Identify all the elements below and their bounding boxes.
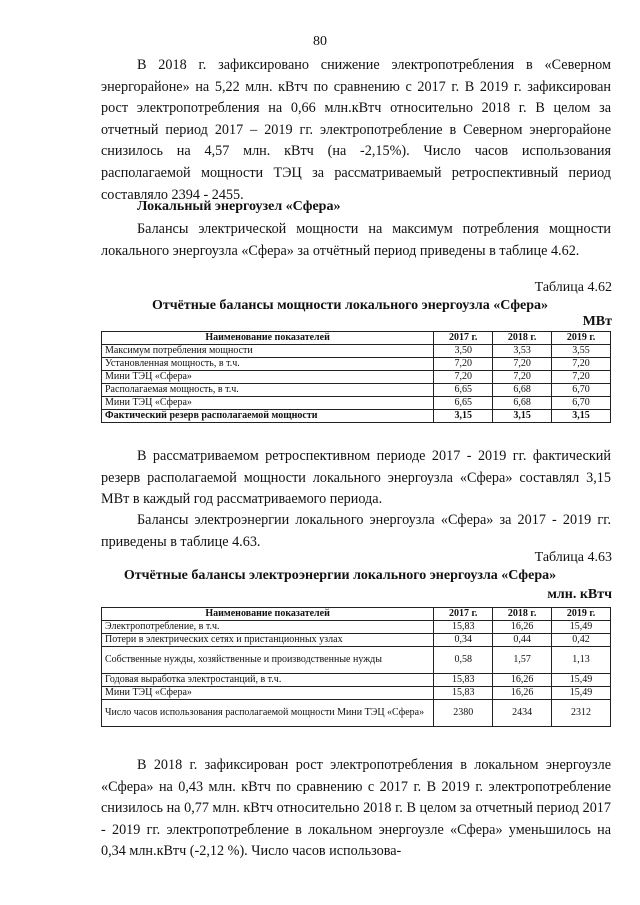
cell-value: 16,26 bbox=[493, 674, 552, 687]
row-label: Потери в электрических сетях и пристанционных узлах bbox=[102, 634, 434, 647]
table1-unit: МВт bbox=[582, 314, 612, 329]
table-row bbox=[102, 621, 611, 634]
cell-value: 3,55 bbox=[552, 345, 611, 358]
cell-value: 15,83 bbox=[434, 674, 493, 687]
cell-value: 2380 bbox=[434, 700, 493, 727]
table-row bbox=[102, 345, 611, 358]
cell-value: 0,42 bbox=[552, 634, 611, 647]
column-header: Наименование показателей bbox=[102, 608, 434, 621]
cell-value: 3,15 bbox=[552, 410, 611, 423]
cell-value: 6,68 bbox=[493, 397, 552, 410]
cell-value: 16,26 bbox=[493, 687, 552, 700]
row-label: Мини ТЭЦ «Сфера» bbox=[102, 371, 434, 384]
row-label: Собственные нужды, хозяйственные и производственные нужды bbox=[102, 647, 434, 674]
column-header: 2018 г. bbox=[493, 608, 552, 621]
cell-value: 1,13 bbox=[552, 647, 611, 674]
cell-value: 16,26 bbox=[493, 621, 552, 634]
row-label: Установленная мощность, в т.ч. bbox=[102, 358, 434, 371]
table-row-total bbox=[102, 410, 611, 423]
cell-value: 7,20 bbox=[434, 358, 493, 371]
row-label: Фактический резерв располагаемой мощности bbox=[102, 410, 434, 423]
cell-value: 7,20 bbox=[434, 371, 493, 384]
table-header-row bbox=[102, 608, 611, 621]
table-row bbox=[102, 687, 611, 700]
cell-value: 6,65 bbox=[434, 397, 493, 410]
cell-value: 15,83 bbox=[434, 621, 493, 634]
paragraph-power-intro: Балансы электрической мощности на максимум потребления мощности локального энергоузла «Сфера» за отчётный период приведены в таблице 4.62. bbox=[101, 221, 611, 259]
table-header-row bbox=[102, 332, 611, 345]
row-label: Электропотребление, в т.ч. bbox=[102, 621, 434, 634]
cell-value: 15,49 bbox=[552, 687, 611, 700]
table2-caption: Отчётные балансы электроэнергии локального энергоузла «Сфера» bbox=[123, 568, 557, 583]
table2-label: Таблица 4.63 bbox=[534, 550, 612, 565]
cell-value: 1,57 bbox=[493, 647, 552, 674]
table1-label: Таблица 4.62 bbox=[534, 280, 612, 295]
cell-value: 6,70 bbox=[552, 397, 611, 410]
column-header: 2018 г. bbox=[493, 332, 552, 345]
table-row bbox=[102, 700, 611, 727]
section-heading: Локальный энергоузел «Сфера» bbox=[137, 199, 341, 214]
cell-value: 6,68 bbox=[493, 384, 552, 397]
cell-value: 15,49 bbox=[552, 621, 611, 634]
column-header: 2017 г. bbox=[434, 608, 493, 621]
paragraph-reserve: В рассматриваемом ретроспективном периоде 2017 - 2019 гг. фактический резерв располагаемой мощности локального энергоузла «Сфера» составлял 3,15 МВт в каждый год рассматриваемого периода. bbox=[101, 448, 611, 508]
table1-caption: Отчётные балансы мощности локального энергоузла «Сфера» bbox=[151, 298, 549, 313]
cell-value: 3,15 bbox=[493, 410, 552, 423]
row-label: Мини ТЭЦ «Сфера» bbox=[102, 687, 434, 700]
table-row bbox=[102, 634, 611, 647]
row-label: Число часов использования располагаемой мощности Мини ТЭЦ «Сфера» bbox=[102, 700, 434, 727]
cell-value: 15,83 bbox=[434, 687, 493, 700]
cell-value: 0,34 bbox=[434, 634, 493, 647]
column-header: 2017 г. bbox=[434, 332, 493, 345]
table-row bbox=[102, 371, 611, 384]
row-label: Располагаемая мощность, в т.ч. bbox=[102, 384, 434, 397]
cell-value: 7,20 bbox=[552, 371, 611, 384]
table2-unit: млн. кВтч bbox=[547, 587, 612, 602]
cell-value: 0,44 bbox=[493, 634, 552, 647]
cell-value: 15,49 bbox=[552, 674, 611, 687]
row-label: Максимум потребления мощности bbox=[102, 345, 434, 358]
row-label: Годовая выработка электростанций, в т.ч. bbox=[102, 674, 434, 687]
paragraph-energy-dynamics: В 2018 г. зафиксирован рост электропотребления в локальном энергоузле «Сфера» на 0,43 млн. кВтч по сравнению с 2017 г. В 2019 г. электропотребление снизилось на 0,77 млн. кВтч относительно 2018 г. В целом за отчетный период 2017 - 2019 гг. электропотребление в локальном энергоузле «Сфера» уменьшилось на 0,34 млн.кВтч (-2,12 %). Число часов использова- bbox=[101, 757, 611, 860]
cell-value: 3,15 bbox=[434, 410, 493, 423]
table-row bbox=[102, 358, 611, 371]
column-header: 2019 г. bbox=[552, 332, 611, 345]
cell-value: 2312 bbox=[552, 700, 611, 727]
paragraph-energy-intro: Балансы электроэнергии локального энергоузла «Сфера» за 2017 - 2019 гг. приведены в таблице 4.63. bbox=[101, 512, 611, 550]
paragraph-north-region: В 2018 г. зафиксировано снижение электропотребления в «Северном энергорайоне» на 5,22 млн. кВтч по сравнению с 2017 г. В 2019 г. зафиксирован рост электропотребления на 0,66 млн.кВтч относительно 2018 г. В целом за отчетный период 2017 – 2019 гг. электропотребление в Северном энергорайоне снизилось на 4,57 млн. кВтч (на -2,15%). Число часов использования располагаемой мощности ТЭЦ за рассматриваемый ретроспективный период составляло 2394 - 2455. bbox=[101, 57, 611, 203]
energy-balance-table bbox=[101, 607, 611, 727]
column-header: Наименование показателей bbox=[102, 332, 434, 345]
cell-value: 7,20 bbox=[493, 358, 552, 371]
table-row bbox=[102, 397, 611, 410]
power-balance-table bbox=[101, 331, 611, 423]
table-row bbox=[102, 647, 611, 674]
cell-value: 0,58 bbox=[434, 647, 493, 674]
page-number: 80 bbox=[313, 34, 327, 49]
cell-value: 6,65 bbox=[434, 384, 493, 397]
cell-value: 2434 bbox=[493, 700, 552, 727]
row-label: Мини ТЭЦ «Сфера» bbox=[102, 397, 434, 410]
cell-value: 3,53 bbox=[493, 345, 552, 358]
cell-value: 7,20 bbox=[493, 371, 552, 384]
table-row bbox=[102, 384, 611, 397]
cell-value: 3,50 bbox=[434, 345, 493, 358]
table-row bbox=[102, 674, 611, 687]
cell-value: 6,70 bbox=[552, 384, 611, 397]
cell-value: 7,20 bbox=[552, 358, 611, 371]
column-header: 2019 г. bbox=[552, 608, 611, 621]
